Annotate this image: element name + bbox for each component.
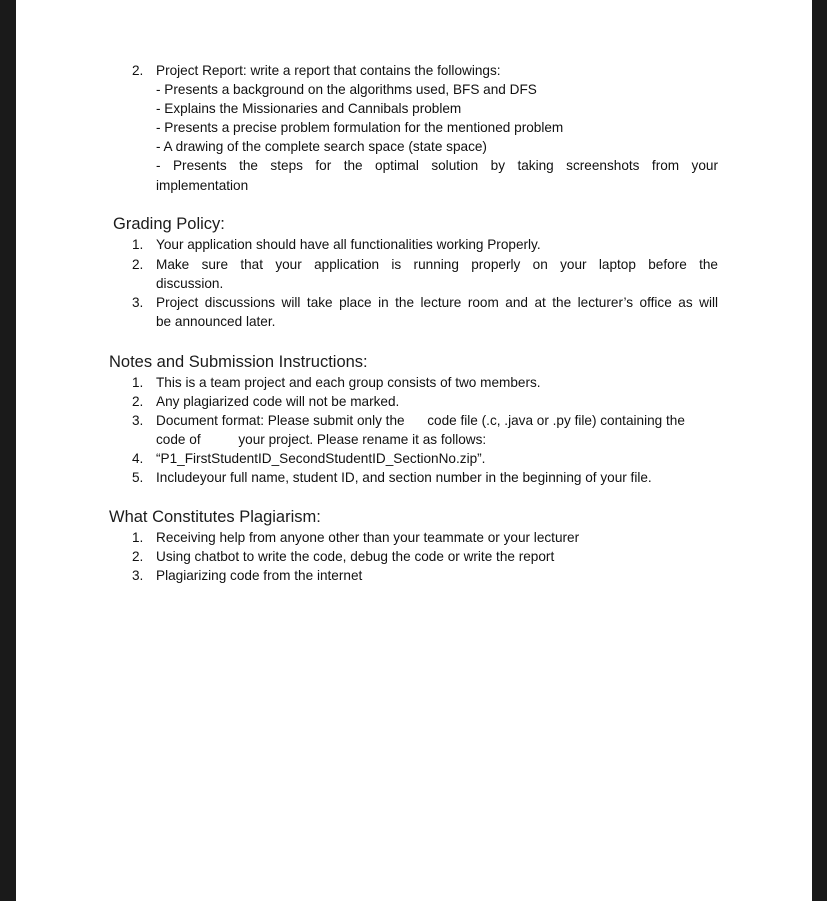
section-heading: Notes and Submission Instructions: [109, 353, 368, 371]
list-item-continuation: be announced later. [156, 314, 276, 329]
list-item: Receiving help from anyone other than your teammate or your lecturer [156, 530, 580, 545]
list-number: 1. [132, 237, 144, 252]
list-number: 3. [132, 295, 144, 310]
list-number: 3. [132, 413, 144, 428]
list-item: Your application should have all functionalities working Properly. [156, 237, 541, 252]
report-bullet: - Presents the steps for the optimal solution by taking screenshots from your [156, 158, 718, 173]
list-number: 2. [132, 549, 144, 564]
report-bullet: - Explains the Missionaries and Cannibals problem [156, 101, 462, 116]
list-number: 1. [132, 375, 144, 390]
list-number: 2. [132, 394, 144, 409]
list-item: “P1_FirstStudentID_SecondStudentID_SectionNo.zip”. [156, 451, 486, 466]
section-heading: Grading Policy: [113, 215, 225, 233]
report-title: Project Report: write a report that contains the followings: [156, 63, 501, 78]
list-item-continuation: discussion. [156, 276, 224, 291]
list-item: Plagiarizing code from the internet [156, 568, 363, 583]
list-number: 4. [132, 451, 144, 466]
list-item: Any plagiarized code will not be marked. [156, 394, 400, 409]
section-heading: What Constitutes Plagiarism: [109, 508, 321, 526]
list-item: Includeyour full name, student ID, and section number in the beginning of your file. [156, 470, 652, 485]
list-item: Document format: Please submit only the code file (.c, .java or .py file) containing the [156, 413, 685, 428]
list-number: 2. [132, 63, 144, 78]
document-page [16, 0, 812, 901]
list-number: 1. [132, 530, 144, 545]
list-item: Using chatbot to write the code, debug the code or write the report [156, 549, 555, 564]
report-bullet-continuation: implementation [156, 178, 249, 193]
list-item: Make sure that your application is running properly on your laptop before the [156, 257, 718, 272]
report-bullet: - Presents a precise problem formulation for the mentioned problem [156, 120, 564, 135]
list-item-continuation: code of your project. Please rename it as follows: [156, 432, 487, 447]
list-number: 3. [132, 568, 144, 583]
list-number: 5. [132, 470, 144, 485]
list-number: 2. [132, 257, 144, 272]
report-bullet: - Presents a background on the algorithms used, BFS and DFS [156, 82, 537, 97]
report-bullet: - A drawing of the complete search space (state space) [156, 139, 487, 154]
list-item: Project discussions will take place in the lecture room and at the lecturer’s office as will [156, 295, 718, 310]
list-item: This is a team project and each group consists of two members. [156, 375, 541, 390]
